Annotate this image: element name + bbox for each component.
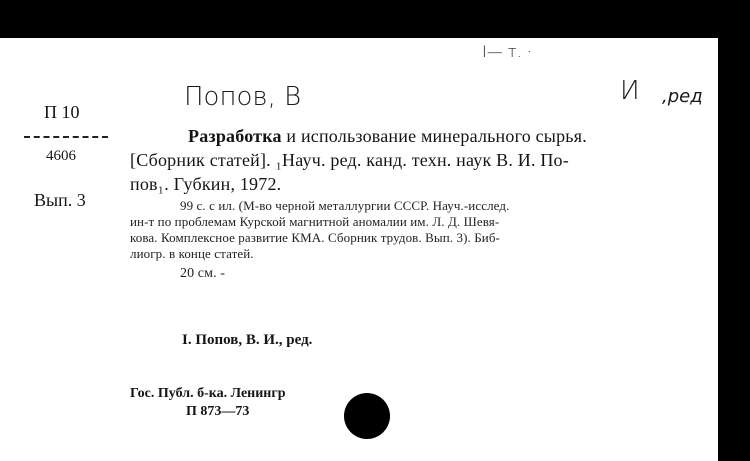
- card-number: П 873—73: [186, 404, 250, 419]
- added-entry: I. Попов, В. И., ред.: [182, 332, 313, 348]
- size-note: 20 см. -: [180, 266, 226, 281]
- call-number-divider: [24, 136, 108, 138]
- title-line-3: пов₁. Губкин, 1972.: [130, 174, 282, 194]
- notes-line-4: лиогр. в конце статей.: [130, 246, 254, 261]
- notes-line-2: ин-т по проблемам Курской магнитной аномалии им. Л. Д. Шевя-: [130, 214, 500, 229]
- inventory-number: 4606: [46, 148, 76, 164]
- shelf-mark: П 10: [44, 102, 80, 122]
- title-rest: и использование минерального сырья.: [281, 126, 587, 146]
- handwritten-author: Попов, В: [184, 82, 302, 112]
- handwritten-top-marks: I— т. ·: [482, 42, 532, 61]
- handwritten-role: ,ред: [662, 86, 703, 107]
- punch-hole: [344, 393, 390, 439]
- notes-line-3: кова. Комплексное развитие КМА. Сборник трудов. Вып. 3). Биб-: [130, 230, 500, 245]
- handwritten-initial: И: [620, 76, 640, 106]
- issue-number: Вып. 3: [34, 190, 86, 210]
- library-imprint: Гос. Публ. б-ка. Ленингр: [130, 386, 286, 401]
- title-keyword: Разработка: [188, 126, 282, 146]
- notes-line-1: 99 с. с ил. (М-во черной металлургии СССР. Науч.-исслед.: [180, 198, 510, 213]
- catalog-card: [0, 38, 718, 461]
- title-line-1: [188, 126, 587, 147]
- title-line-2: [Сборник статей]. ₁Науч. ред. канд. техн. наук В. И. По-: [130, 150, 569, 170]
